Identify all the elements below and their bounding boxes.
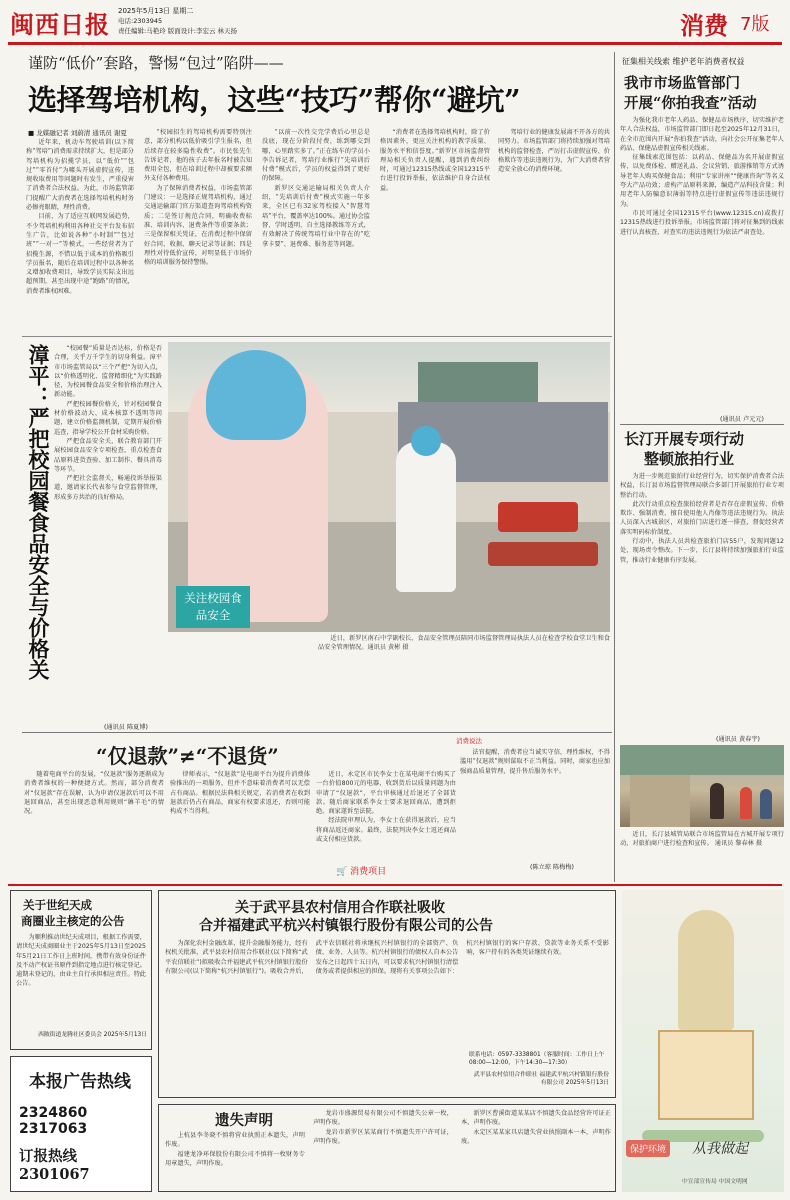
- masthead-rule: [8, 42, 782, 45]
- issue-phone: 电话:2303945: [118, 17, 163, 25]
- ad-hotline-title: 本报广告热线: [29, 1072, 131, 1092]
- section-name: 消费: [680, 12, 728, 40]
- zhangping-title: 漳平：严把校园餐食品安全与价格关: [26, 344, 51, 680]
- refund-footer: [336, 864, 386, 877]
- notice1-title-2: 商圈业主核定的公告: [21, 914, 125, 928]
- page-number: 7版: [740, 14, 770, 35]
- ad-hotline-box: [10, 1056, 152, 1192]
- lost-column-1: [165, 1131, 305, 1191]
- refund-column-4: 法官提醒，消费者应当诚实守信，理性维权，不得滥用“仅退款”规则谋取不正当利益。同时，商家也应加强商品质量管理，提升售后服务水平。: [460, 749, 610, 775]
- notice1-body: 为顺利推动世纪天成项目，根据工作需要，请世纪天成商圈业主于2025年5月13日至2025年5月21日工作日上班时间，携带有效身份证件及不动产权证书原件到指定地点进行核定登记。逾期未登记的，由业主自行承担相应责任。特此公告。: [16, 934, 146, 988]
- lead-column-1: 近年来，机动车驾驶培训(以下简称“驾培”)消费需求持续扩大，但是部分驾培机构为招揽学员，以“低价”“包过”“零首付”为噱头开展虚假宣传，违规收取费用等问题时有发生，严重侵害了消费者合法权益。为此，市场监管部门提醒广大消费者在选择驾培机构时务必擦亮眼睛，理性消费。 目前，为了适应互联网发展趋势，不少驾培机构利用各种社交平台发布招生广告，比如说各种“小时制”“包过班”“一对一”等模式，一些经营者为了招揽生源，不惜以低于成本的价格吸引学员报名，随后在培训过程中以各种名义增加收费项目，导致学员实际支出远超预期，甚至出现中途“跑路”的情况，消费者维权困难。: [26, 139, 134, 295]
- lost-declarations: [158, 1104, 616, 1192]
- notice1-title-1: 关于世纪天成: [23, 898, 92, 912]
- zhangping-byline: (通讯员 陈夏博): [104, 724, 148, 731]
- lead-title: 选择驾培机构，这些“技巧”帮你“避坑”: [28, 83, 521, 117]
- divider-right-1: [620, 424, 784, 425]
- supervise-body: 为强化我市老年人药品、保健品市场秩序，切实维护老年人合法权益，市场监管部门即日起至2025年12月31日，在全市范围内开展“你拍我查”活动，向社会公开征集老年人药品、保健品虚假宣传相关线索。 征集线索范围包括：以药品、保健品为名开展虚假宣传，以免费体检、赠送礼品、会议营销、旅游推销等方式诱导老年人购买保健食品；利用“专家讲座”“健康咨询”等名义夸大产品功效；虚构产品原料来源，编造产品科技含量；利用老年人防骗意识薄弱等特点进行虚假宣传等违法违规行为。 市民可通过全国12315平台(www.12315.cn)或拨打12315热线进行投诉举报。市场监管部门将对征集到的线索进行认真核查，对查实的违法违规行为依法严肃查处。: [620, 117, 784, 236]
- lost-item: 上杭县李冬晓不慎将营业执照正本遗失，声明作废。: [165, 1132, 305, 1149]
- bottom-rule: [8, 884, 782, 886]
- divider-middle: [22, 732, 612, 733]
- notice-century-tiancheng: [10, 890, 152, 1050]
- notice2-title-2: 合并福建武平杭兴村镇银行股份有限公司的公告: [199, 918, 493, 934]
- ad-hotline-phones[interactable]: 2324860 2317063: [19, 1105, 88, 1137]
- zhangping-body: “校园餐”质量是否达标，价格是否合理，关乎万千学生的切身利益。漳平市市场监管局以“三个严把”为切入点，以“价格透明化、监督精细化”为实践路径，为校园餐食品安全和价格治理注入新动能。 严把校园餐价格关，针对校园餐食材价格波动大、成本核算不透明等问题，建立价格监测机制，定期开展价格巡查，指导学校公开食材采购价格。 严把食品安全关，联合教育部门开展校园食品安全专项检查，重点检查食品原料进货查验、加工制作、餐具消毒等环节。 严把社会监督关，畅通投诉举报渠道，邀请家长代表参与食堂监督管理，形成多方共治的良好格局。: [54, 345, 162, 501]
- refund-byline: (陈立琼 陈梅梅): [530, 864, 574, 871]
- canteen-caption: 近日，新罗区南石中学副校长、食品安全管理员陪同市场监督管理局执法人员在检查学校食堂卫生和食品安全管理情况。通讯员 黄彬 摄: [318, 635, 610, 652]
- notice-wuping-merger: [158, 890, 616, 1098]
- subscribe-hotline[interactable]: 订报热线 2301067: [19, 1148, 90, 1183]
- refund-title: “仅退款”≠“不退货”: [96, 744, 279, 768]
- changting-body: 为进一步规范旅拍行业经营行为，切实保护消费者合法权益，长汀县市场监督管理局联合多部门开展旅拍行业专项整治行动。 此次行动重点检查旅拍经营者是否存在虚假宣传、价格欺诈、强制消费、擅自使用他人肖像等违法违规行为。执法人员深入古城景区，对旅拍门店进行逐一排查，督促经营者落实明码标价制度。 行动中，执法人员共检查旅拍门店55户，发现问题12处，现场责令整改。下一步，长汀县将持续加强旅拍行业监管，推动行业健康有序发展。: [620, 473, 784, 564]
- supervise-title-2: 开展“你拍我查”活动: [624, 95, 757, 112]
- refund-column-2: 律师表示，“仅退款”是电商平台为提升消费体验推出的一项服务，但并不意味着消费者可以无偿占有商品。根据民法典相关规定，若消费者在收到退款后仍占有商品，商家有权要求返还，否则可能构成不当得利。: [170, 771, 310, 816]
- lost-item: 福建龙净环保股份有限公司不慎将一枚财务专用章遗失，声明作废。: [165, 1150, 305, 1167]
- issue-editors: 责任编辑:马艳玲 版面设计:李宏云 林天扬: [118, 27, 238, 35]
- lead-byline: ■ 龙媒融记者 刘蔚清 通讯员 谢夏: [28, 129, 127, 137]
- newspaper-logo: 闽西日报: [10, 10, 110, 39]
- supervise-title-1: 我市市场监管部门: [624, 75, 740, 92]
- supervise-byline: (通讯员 卢元元): [720, 416, 764, 423]
- changting-caption: 近日，长汀县城管局联合市场监管局在古城开展专项行动，对旅拍商户进行检查和宣传。 通讯员 黎春林 摄: [620, 831, 784, 848]
- poster-tree: [678, 910, 734, 1030]
- lead-column-5: 驾培行业的健康发展离不开各方的共同努力。市场监管部门将持续加强对驾培机构的监督检查，严厉打击虚假宣传、价格欺诈等违法违规行为，为广大消费者营造安全放心的消费环境。: [498, 129, 610, 174]
- environment-poster: [622, 890, 784, 1192]
- notice2-contact: 联系电话：0597-3338801（客服时间：工作日上午08:00—12:00，下午14:30—17:30）: [469, 1052, 605, 1066]
- lost-item: 龙岩市新罗区某某商行不慎遗失开户许可证，声明作废。: [313, 1128, 453, 1145]
- masthead: [0, 0, 790, 42]
- lead-column-2: “校园招生的驾培机构需要特别注意，部分机构以低价吸引学生报名，但后续存在较多隐性收费”。市民张先生告诉记者，他的孩子去年报名时被告知费用全包，但在培训过程中却被要求额外支付各种费用。 为了保障消费者权益，市场监管部门建议：一是选择正规驾培机构，通过交通运输部门官方渠道查询驾培机构资质；二是签订规范合同，明确收费标准、培训内容、退费条件等重要条款；三是保留相关凭证，在消费过程中保留好合同、收据、聊天记录等证据；四是理性对待低价宣传，对明显低于市场价格的培训服务保持警惕。: [144, 129, 252, 267]
- refund-column-1: 随着电商平台的发展，“仅退款”服务逐渐成为消费者维权的一种便捷方式。然而，部分消费者对“仅退款”存在误解，认为申请仅退款后可以不用退回商品，甚至出现恶意利用规则“薅羊毛”的情况。: [24, 771, 164, 816]
- lost-title: 遗失声明: [215, 1112, 273, 1129]
- lost-item: 新罗区曹溪街道某某店不慎遗失食品经营许可证正本，声明作废。: [461, 1110, 611, 1127]
- lost-column-2: [313, 1109, 453, 1191]
- changting-byline: (通讯员 黄春宇): [716, 736, 760, 743]
- refund-badge: 消费说法: [456, 737, 482, 745]
- changting-photo: [620, 745, 784, 827]
- refund-footer-text: 消费项目: [350, 867, 387, 877]
- lead-kicker: 谨防“低价”套路，警惕“包过”陷阱——: [28, 54, 284, 72]
- zhangping-top-rule: [22, 336, 612, 337]
- supervise-kicker: 征集相关线索 维护老年消费者权益: [622, 57, 745, 66]
- poster-slogan-1: 保护环境: [626, 1140, 670, 1157]
- notice2-body: 为深化农村金融改革，提升金融服务能力，经有权机关批准，武平县农村信用合作联社(以下简称“武平农信联社”)拟吸收合并福建武平杭兴村镇银行股份有限公司(以下简称“杭兴村镇银行”)。吸收合并后，武平农信联社将承继杭兴村镇银行的全部资产、负债、业务、人员等。杭兴村镇银行的债权人自本公告发布之日起四十五日内，可以要求杭兴村镇银行清偿债务或者提供相应的担保。现将有关事项公告如下：杭兴村镇银行的客户存款、贷款等业务关系不受影响，客户持有的各类凭证继续有效。: [165, 940, 609, 975]
- notice2-sign: 武平县农村信用合作联社 福建武平杭兴村镇银行股份有限公司 2025年5月13日: [473, 1072, 609, 1086]
- poster-slogan-2: 从我做起: [692, 1141, 748, 1157]
- lost-item: 永定区某某家具店遗失营业执照副本一本，声明作废。: [461, 1128, 611, 1145]
- issue-date: 2025年5月13日 星期二: [118, 7, 194, 15]
- lost-column-3: [461, 1109, 611, 1191]
- changting-title-1: 长汀开展专项行动: [624, 430, 745, 448]
- zhangping-badge: 关注校园食品安全: [176, 586, 250, 628]
- lost-item: 龙岩市盛源贸易有限公司不慎遗失公章一枚，声明作废。: [313, 1110, 453, 1127]
- refund-column-3: 近日，永定区市民李女士在某电商平台购买了一台价值800元的电器，收到货后以质量问题为由申请了“仅退款”，平台审核通过后退还了全部货款。随后商家联系李女士要求退回商品，遭到拒绝。商家遂诉至法院。 经法院审理认为，李女士在获得退款后，应当将商品返还商家。最终，法院判决李女士返还商品或支付相应货款。: [316, 771, 456, 844]
- notice1-sign: 西陂街道龙腾社区委员会 2025年5月13日: [38, 1032, 147, 1038]
- changting-title-2: 整顿旅拍行业: [644, 450, 735, 468]
- notice2-title-1: 关于武平县农村信用合作联社吸收: [235, 900, 445, 916]
- poster-credit: 中宣部宣传局 中国文明网: [682, 1179, 748, 1185]
- lead-column-3: “以前一次性交完学费后心里总是没底，现在分阶段付费，练到哪交到哪，心里踏实多了。”正在练车的学员小李告诉记者，驾培行业推行“先培训后付费”模式后，学员的权益得到了更好的保障。 新罗区交通运输局相关负责人介绍，“先培训后付费”模式实施一年多来，全区已有32家驾校接入“智慧驾培”平台，覆盖率达100%。通过协会监督、学时透明、自主选择教练等方式，有效解决了传统驾培行业中存在的“吃拿卡要”、退费难、服务差等问题。: [262, 129, 370, 248]
- column-divider: [614, 52, 615, 882]
- lead-column-4: “消费者在选择驾培机构时，除了价格因素外，更应关注机构的教学质量、服务水平和信誉度。”新罗区市场监督管理局相关负责人提醒，遇到消费纠纷时，可通过12315热线或全国12315平台进行投诉举报，依法维护自身合法权益。: [380, 129, 490, 192]
- shopping-cart-icon: 🛒: [336, 867, 348, 877]
